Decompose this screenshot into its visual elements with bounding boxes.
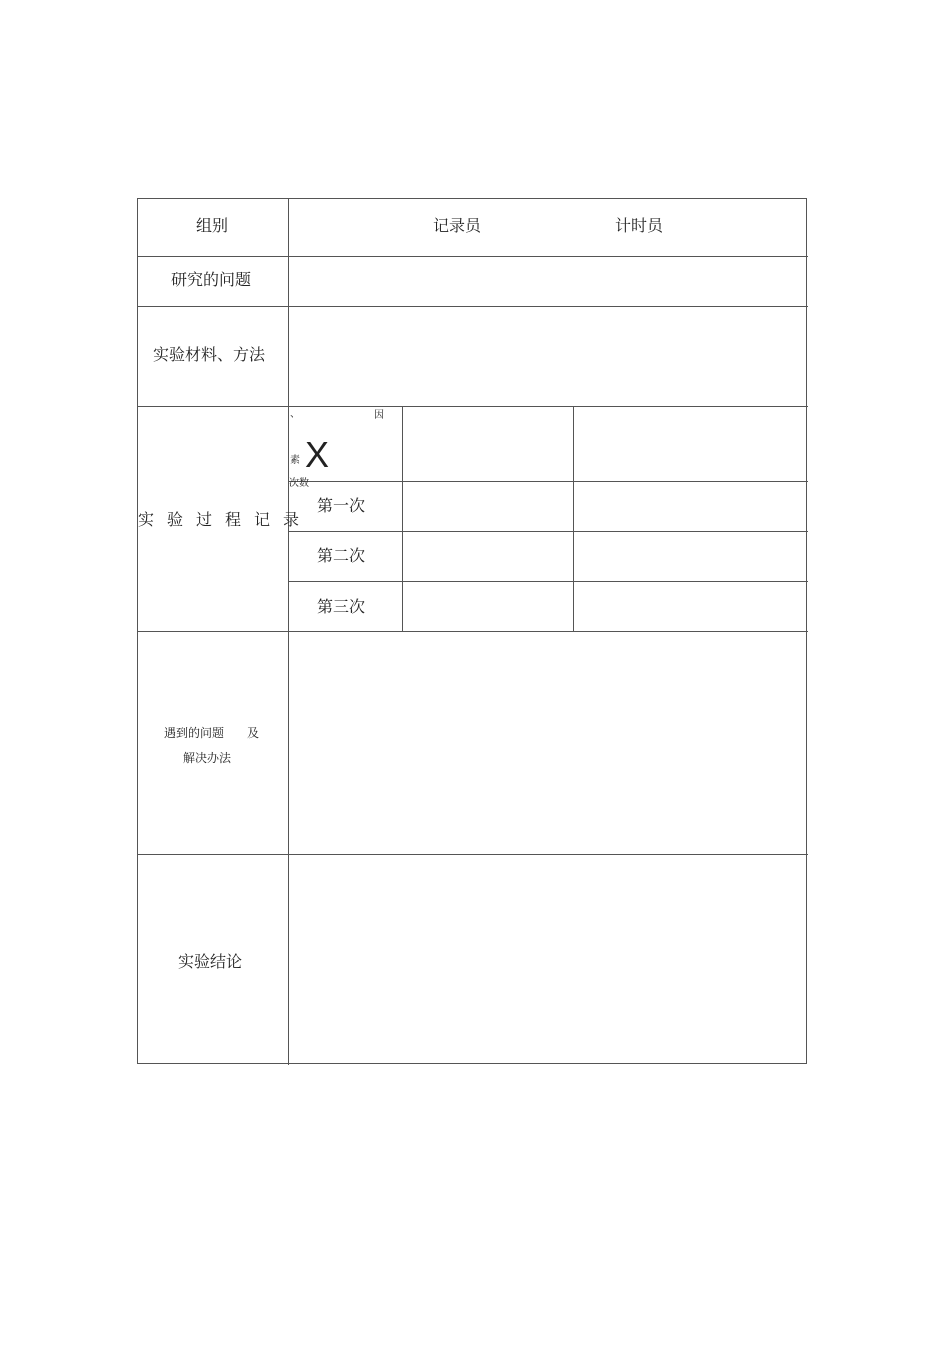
research-question-label: 研究的问题 xyxy=(170,270,252,289)
group-label: 组别 xyxy=(195,216,229,235)
factor-header-field-2[interactable] xyxy=(574,407,807,481)
trial-3-value-1[interactable] xyxy=(403,582,573,631)
trial-1-value-2[interactable] xyxy=(574,482,807,531)
corner-cross-mark: X xyxy=(305,434,330,475)
corner-count-label: 次数 xyxy=(289,478,309,489)
factor-header-field-1[interactable] xyxy=(403,407,573,481)
trial-row-label-1: 第一次 xyxy=(316,496,366,515)
experiment-record-form xyxy=(137,198,807,1064)
trial-row-label-2: 第二次 xyxy=(316,546,366,565)
problems-label-suffix: 及 xyxy=(247,726,260,740)
solutions-label: 解决办法 xyxy=(183,751,232,765)
timer-field[interactable] xyxy=(665,200,805,255)
materials-methods-label: 实验材料、方法 xyxy=(152,345,266,364)
recorder-field[interactable] xyxy=(483,200,608,255)
process-record-label: 实验过程记录 xyxy=(138,510,313,529)
recorder-label: 记录员 xyxy=(433,216,482,235)
corner-mark: 、 xyxy=(290,409,300,420)
problems-solutions-field[interactable] xyxy=(289,632,807,854)
trial-3-value-2[interactable] xyxy=(574,582,807,631)
conclusion-label: 实验结论 xyxy=(177,952,243,971)
corner-element-label: 素 xyxy=(290,455,300,466)
corner-factor-label: 因 xyxy=(374,410,384,421)
group-field[interactable] xyxy=(289,200,429,255)
trial-1-value-1[interactable] xyxy=(403,482,573,531)
research-question-field[interactable] xyxy=(289,257,807,306)
timer-label: 计时员 xyxy=(615,216,664,235)
trial-2-value-2[interactable] xyxy=(574,532,807,581)
trial-2-value-1[interactable] xyxy=(403,532,573,581)
trial-row-label-3: 第三次 xyxy=(316,597,366,616)
problems-label: 遇到的问题 xyxy=(164,726,225,740)
materials-methods-field[interactable] xyxy=(289,307,807,406)
conclusion-field[interactable] xyxy=(289,855,807,1063)
